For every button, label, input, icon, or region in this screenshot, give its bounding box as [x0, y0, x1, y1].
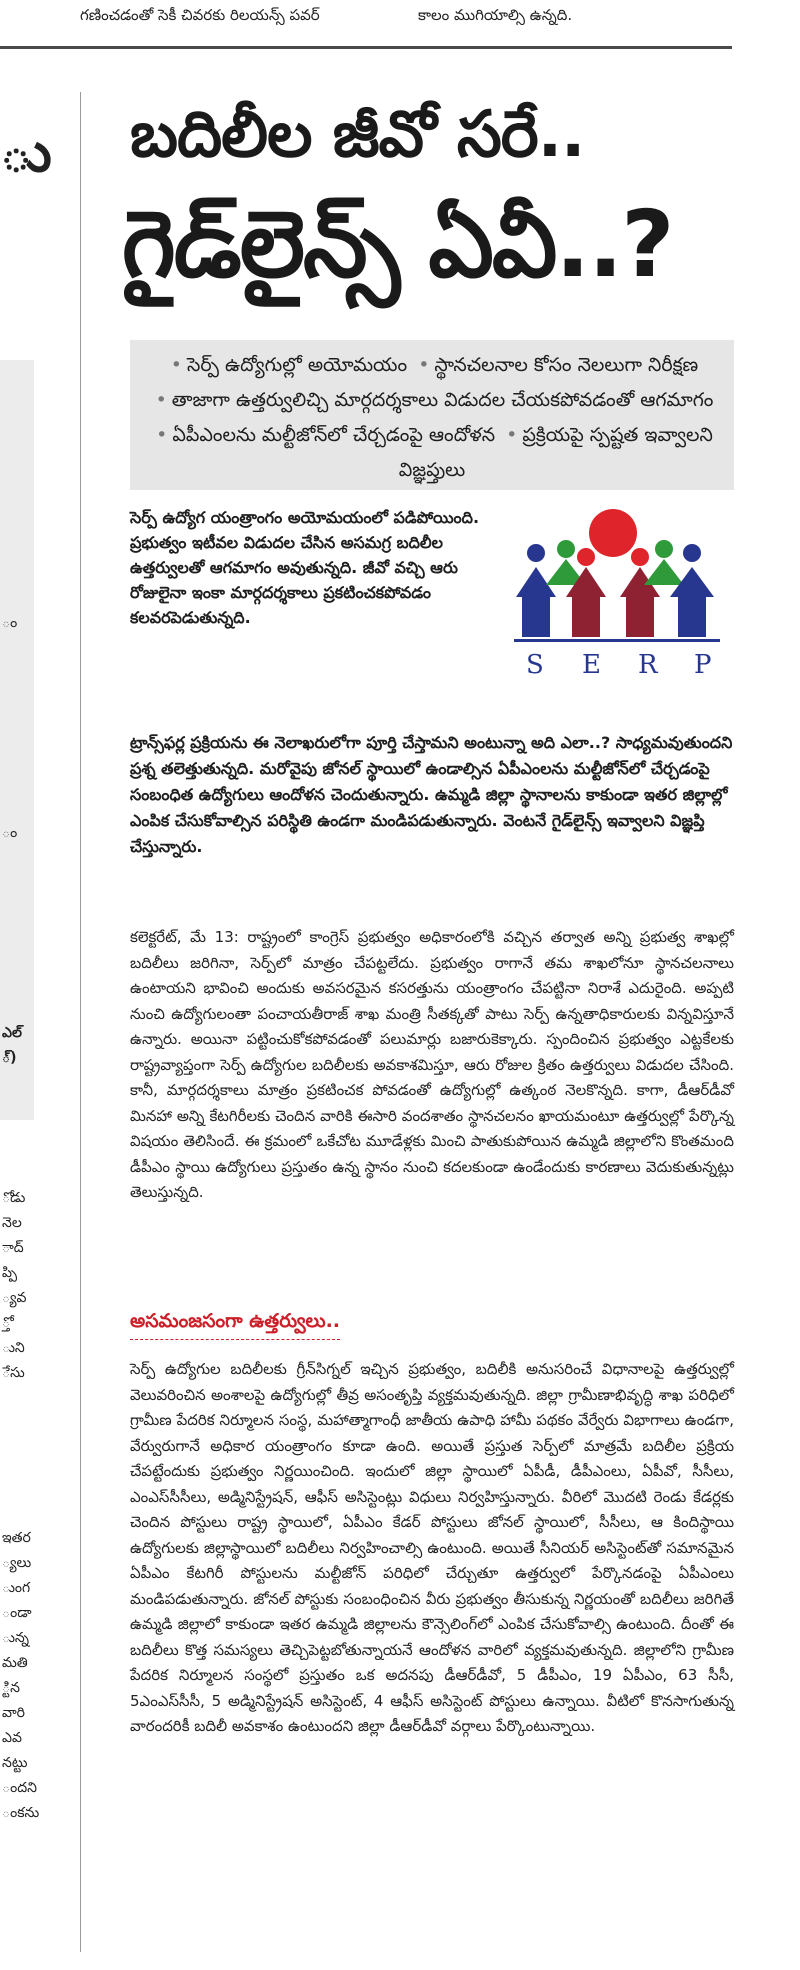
- prev-article-text-col2: కాలం ముగియాల్సి ఉన్నది.: [418, 6, 573, 24]
- kicker-item: సెర్ప్ ఉద్యోగుల్లో అయోమయం: [187, 354, 408, 376]
- left-text-fragment: నెల: [2, 1215, 22, 1231]
- left-text-fragment: ండా: [2, 1605, 32, 1621]
- left-text-fragment: ాద్: [2, 1240, 24, 1256]
- headline-line-2: గైడ్‌లైన్స్ ఏవీ..?: [122, 191, 673, 298]
- left-text-fragment: ంకను: [2, 1805, 40, 1821]
- left-text-fragment: ్యలు: [2, 1555, 32, 1571]
- left-text-fragment: ుంగ: [2, 1580, 31, 1596]
- left-text-fragment: ేసు: [2, 1365, 25, 1381]
- left-text-fragment: ుని: [2, 1340, 25, 1356]
- lead-paragraph-continued: ట్రాన్స్‌ఫర్ల ప్రక్రియను ఈ నెలాఖరులోగా పూర్తి చేస్తామని అంటున్నా అది ఎలా..? సాధ్యమవుతుందని ప్రశ్న తలెత్తుతున్నది. మరోవైపు జోనల్ స్థాయిలో ఉండాల్సిన ఏపీఎంలను మల్టీజోన్‌లో చేర్చడంపై సంబంధిత ఉద్యోగులు ఆందోళన చెందుతున్నారు. ఉమ్మడి జిల్లా స్థానాలను కాకుండా ఇతర జిల్లాల్లో ఎంపిక చేసుకోవాల్సిన పరిస్థితి ఉండగా మండిపడుతున్నారు. వెంటనే గైడ్‌లైన్స్ ఇవ్వాలని విజ్ఞప్తి చేస్తున్నారు.: [130, 733, 733, 856]
- left-text-fragment: మతి: [2, 1655, 28, 1671]
- kicker-item: తాజాగా ఉత్తర్వులిచ్చి మార్గదర్శకాలు విడుదల చేయకపోవడంతో ఆగమాగం: [171, 389, 714, 411]
- serp-logo: [508, 505, 730, 685]
- left-text-fragment: ఇతర: [2, 1530, 31, 1546]
- left-text-fragment: ప్పి: [2, 1265, 18, 1281]
- left-text-fragment: నట్టు: [2, 1755, 28, 1771]
- kicker-box: [130, 340, 734, 490]
- kicker-item: స్థానచలనాల కోసం నెలలుగా నిరీక్షణ: [434, 354, 699, 376]
- left-text-fragment: వారి: [2, 1705, 25, 1721]
- left-text-fragment: ం: [2, 825, 18, 841]
- lead-paragraph: సెర్ప్ ఉద్యోగ యంత్రాంగం అయోమయంలో పడిపోయింది. ప్రభుత్వం ఇటీవల విడుదల చేసిన అసమగ్ర బదిలీల ఉత్తర్వులతో ఆగమాగం అవుతున్నది. జీవో వచ్చి ఆరు రోజులైనా ఇంకా మార్గదర్శకాలు ప్రకటించకపోవడం కలవరపెడుతున్నది.: [130, 508, 480, 627]
- logo-letter: S: [526, 650, 544, 680]
- logo-letter: P: [694, 650, 712, 680]
- left-text-fragment: ఎల్: [2, 1025, 22, 1041]
- left-text-fragment: ్): [2, 1050, 17, 1066]
- left-text-fragment: ఎవ: [2, 1730, 22, 1746]
- bullet-icon: •: [155, 389, 167, 411]
- kicker-item: ప్రక్రియపై స్పష్టత ఇవ్వాలని విజ్ఞప్తులు: [398, 424, 713, 481]
- left-shaded-box: [0, 360, 34, 1120]
- prev-article-text-col1: గణించడంతో సెకీ చివరకు రిలయన్స్ పవర్: [80, 6, 320, 24]
- left-headline-fragment: ు: [0, 120, 52, 185]
- bullet-icon: •: [156, 424, 168, 446]
- subheading: అసమంజసంగా ఉత్తర్వులు..: [130, 1310, 340, 1340]
- bullet-icon: •: [418, 354, 430, 376]
- kicker-item: ఏపీఎంలను మల్టీజోన్‌లో చేర్చడంపై ఆందోళన: [172, 424, 496, 446]
- left-text-fragment: ్యవ: [2, 1290, 27, 1306]
- logo-letter: R: [638, 650, 658, 680]
- left-text-fragment: ోడు: [2, 1190, 26, 1206]
- top-divider: [0, 46, 732, 49]
- serp-logo-graphic: [508, 505, 730, 685]
- left-text-fragment: ం: [2, 615, 18, 631]
- body-paragraph-2: సెర్ప్ ఉద్యోగుల బదిలీలకు గ్రీన్‌సిగ్నల్ ఇచ్చిన ప్రభుత్వం, బదిలీకి అనుసరించే విధానాలపై ఉత్తర్వుల్లో వెలువరించిన అంశాలపై ఉద్యోగుల్లో తీవ్ర అసంతృప్తి వ్యక్తమవుతున్నది. జిల్లా గ్రామీణాభివృద్ధి శాఖ పరిధిలో గ్రామీణ పేదరిక నిర్మూలన సంస్థ, మహాత్మాగాంధీ జాతీయ ఉపాధి హామీ పథకం వేర్వేరు విభాగాలు ఉండగా, వేర్వురుగానే అధికార యంత్రాంగం కూడా ఉంది. అయితే ప్రస్తుత సెర్ప్‌లో మాత్రమే బదిలీల ప్రక్రియ చేపట్టేందుకు ప్రభుత్వం నిర్ణయించింది. ఇందులో జిల్లా స్థాయిలో ఏపీడీ, డీపీఎంలు, ఏపీవో, సీసీలు, ఎంఎస్‌సీసీలు, అడ్మినిస్ట్రేషన్, ఆఫీస్ అసిస్టెంట్లు విధులు నిర్వహిస్తున్నారు. వీరిలో మొదటి రెండు కేడర్లకు చెందిన పోస్టులు రాష్ట్ర స్థాయిలో, ఏపీఎం కేడర్ పోస్టులు జోనల్ స్థాయిలో, సీసీలు, ఆ కిందిస్థాయి ఉద్యోగులకు జిల్లాస్థాయిలో బదిలీలు నిర్వహించాల్సి ఉంటుంది. అయితే సీనియర్ అసిస్టెంట్‌తో సమానమైన ఏపీఎం కేటగిరీ పోస్టులను మల్టీజోన్ పరిధిలో చేర్చుతూ ఉత్తర్వులో పేర్కొనడంపై ఏపీఎంలు మండిపడుతున్నారు. జోనల్ పోస్టుకు సంబంధించిన వీరు ప్రభుత్వం తీసుకున్న నిర్ణయంతో బదిలీలు జరిగితే ఉమ్మడి జిల్లాలో కాకుండా ఇతర ఉమ్మడి జిల్లాలను కౌన్సెలింగ్‌లో ఎంపిక చేసుకోవాల్సి ఉంటుంది. దీంతో ఈ బదిలీలు కొత్త సమస్యలు తెచ్చిపెట్టబోతున్నాయనే ఆందోళన వారిలో వ్యక్తమవుతున్నది. జిల్లాలోని గ్రామీణ పేదరిక నిర్మూలన సంస్థలో ప్రస్తుతం ఒక అదనపు డీఆర్‌డీవో, 5 డీపీఎం, 19 ఏపీఎం, 63 సీసీ, 5ఎంఎస్‌సీసీ, 5 అడ్మినిస్ట్రేషన్ అసిస్టెంట్, 4 ఆఫీస్ అసిస్టెంట్ పోస్టులు ఉన్నాయి. వీటిలో కొనసాగుతున్న వారందరికీ బదిలీ అవకాశం ఉంటుందని జిల్లా డీఆర్‌డీవో వర్గాలు పేర్కొంటున్నాయి.: [130, 1360, 734, 1735]
- left-adjacent-column: [0, 50, 52, 1970]
- bullet-icon: •: [506, 424, 518, 446]
- left-text-fragment: ందని: [2, 1780, 37, 1796]
- headline-line-1: బదిలీల జీవో సరే..: [130, 98, 585, 172]
- top-strip: [0, 0, 800, 48]
- left-text-fragment: ున్న: [2, 1630, 29, 1646]
- logo-letter: E: [582, 650, 601, 680]
- column-divider: [80, 92, 81, 1952]
- left-text-fragment: ్టిన: [2, 1680, 20, 1696]
- left-text-fragment: ్తో: [2, 1315, 11, 1331]
- body-paragraph-1: కలెక్టరేట్, మే 13: రాష్ట్రంలో కాంగ్రెస్ ప్రభుత్వం అధికారంలోకి వచ్చిన తర్వాత అన్ని ప్రభుత్వ శాఖల్లో బదిలీలు జరిగినా, సెర్ప్‌లో మాత్రం చేపట్టలేదు. ప్రభుత్వం రాగానే తమ శాఖలోనూ స్థానచలనాలు ఉంటాయని భావించి అందుకు అవసరమైన కసరత్తును యంత్రాంగం చేపట్టినా నిరాశే ఎదురైంది. అప్పటి నుంచి ఉద్యోగులంతా పంచాయతీరాజ్ శాఖ మంత్రి సీతక్కతో పాటు సెర్ప్ ఉన్నతాధికారులకు విన్నవిస్తూనే ఉన్నారు. అయినా పట్టించుకోకపోవడంతో పలుమార్లు బజారుకెక్కారు. స్పందించిన ప్రభుత్వం ఎట్టకేలకు రాష్ట్రవ్యాప్తంగా సెర్ప్ ఉద్యోగుల బదిలీలకు అవకాశమిస్తూ, ఆరు రోజుల క్రితం ఉత్తర్వులు విడుదల చేసింది. కానీ, మార్గదర్శకాలు మాత్రం ప్రకటించక పోవడంతో ఉద్యోగుల్లో ఉత్కంఠ నెలకొన్నది. కాగా, డీఆర్‌డీవో మినహా అన్ని కేటగిరీలకు చెందిన వారికి ఈసారి వందశాతం స్థానచలనం ఖాయమంటూ ఉత్తర్వుల్లో పేర్కొన్న విషయం తెలిసిందే. ఈ క్రమంలో ఒకేచోట మూడేళ్లకు మించి పాతుకుపోయిన ఉమ్మడి జిల్లాలోని కొంతమంది డీపీఎం స్థాయి ఉద్యోగులు ప్రస్తుతం ఉన్న స్థానం నుంచి కదలకుండా ఉండేందుకు కారణాలు వెదుకుతున్నట్లు తెలుస్తున్నది.: [130, 928, 734, 1201]
- bullet-icon: •: [170, 354, 183, 376]
